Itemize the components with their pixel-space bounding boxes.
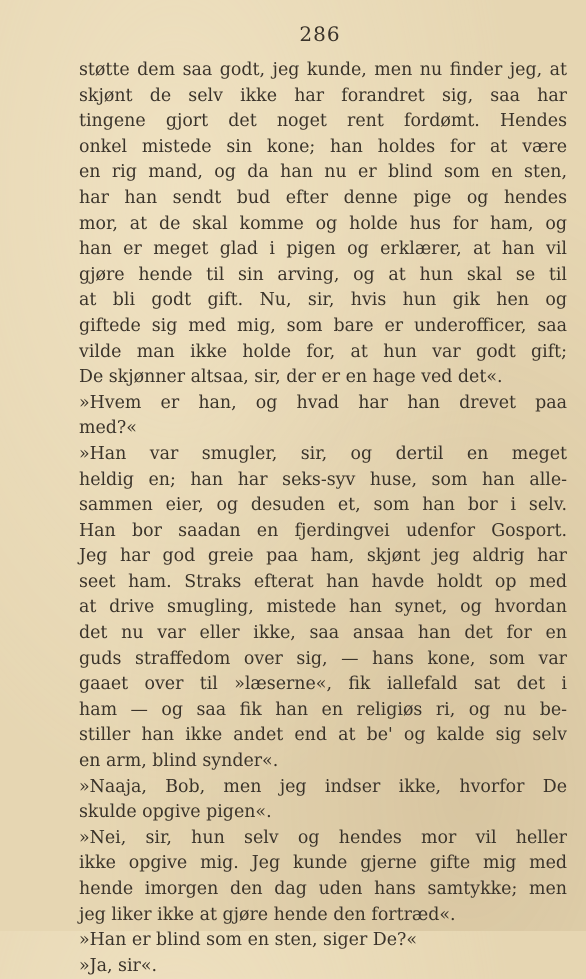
body-text [79,58,567,979]
text-line: det nu var eller ikke, saa ansaa han det for en [79,623,567,644]
text-line: sammen eier, og desuden et, som han bor i selv. [79,495,567,516]
text-line: tingene gjort det noget rent fordømt. Hendes [79,111,567,132]
text-line: »Nei, sir, hun selv og hendes mor vil heller [79,827,567,848]
text-line: at drive smugling, mistede han synet, og hvordan [79,597,567,618]
text-line: han er meget glad i pigen og erklærer, at han vil [79,239,567,260]
text-line: giftede sig med mig, som bare er underofficer, saa [79,315,567,336]
text-line: ikke opgive mig. Jeg kunde gjerne gifte mig med [79,853,567,874]
text-line: stiller han ikke andet end at be' og kalde sig selv [79,725,567,746]
text-line: har han sendt bud efter denne pige og hendes [79,187,567,208]
text-line: mor, at de skal komme og holde hus for ham, og [79,213,567,234]
text-line: gjøre hende til sin arving, og at hun skal se til [79,264,567,285]
text-line: en arm, blind synder«. [79,751,279,772]
text-line: at bli godt gift. Nu, sir, hvis hun gik hen og [79,290,567,311]
text-line: skulde opgive pigen«. [79,802,272,823]
text-line: Han bor saadan en fjerdingvei udenfor Gosport. [79,520,567,541]
text-line: en rig mand, og da han nu er blind som en sten, [79,162,567,183]
text-line: guds straffedom over sig, — hans kone, som var [79,648,567,669]
text-line: heldig en; han har seks-syv huse, som han alle- [79,469,567,490]
text-line: onkel mistede sin kone; han holdes for at være [79,136,567,157]
text-line: »Ja, sir«. [79,955,158,976]
text-line: Jeg har god greie paa ham, skjønt jeg aldrig har [79,546,567,567]
text-line: »Han var smugler, sir, og dertil en meget [79,443,567,464]
page-number: 286 [299,22,341,46]
text-line: »Hvem er han, og hvad har han drevet paa [79,392,567,413]
text-line: »Naaja, Bob, men jeg indser ikke, hvorfor De [79,776,567,797]
text-line: hende imorgen den dag uden hans samtykke; men [79,879,567,899]
text-line: med?« [79,418,137,439]
text-line: vilde man ikke holde for, at hun var godt gift; [79,341,567,362]
text-line: ham — og saa fik han en religiøs ri, og nu be- [79,699,567,720]
text-line: seet ham. Straks efterat han havde holdt op med [79,571,567,592]
text-line: skjønt de selv ikke har forandret sig, saa har [79,85,567,106]
text-line: gaaet over til »læserne«, fik iallefald sat det i [79,674,567,695]
text-line: støtte dem saa godt, jeg kunde, men nu finder jeg, at [79,60,567,80]
text-line: »Han er blind som en sten, siger De?« [79,930,417,951]
text-line: De skjønner altsaa, sir, der er en hage ved det«. [79,367,503,388]
text-line: jeg liker ikke at gjøre hende den fortræd«. [79,904,456,925]
